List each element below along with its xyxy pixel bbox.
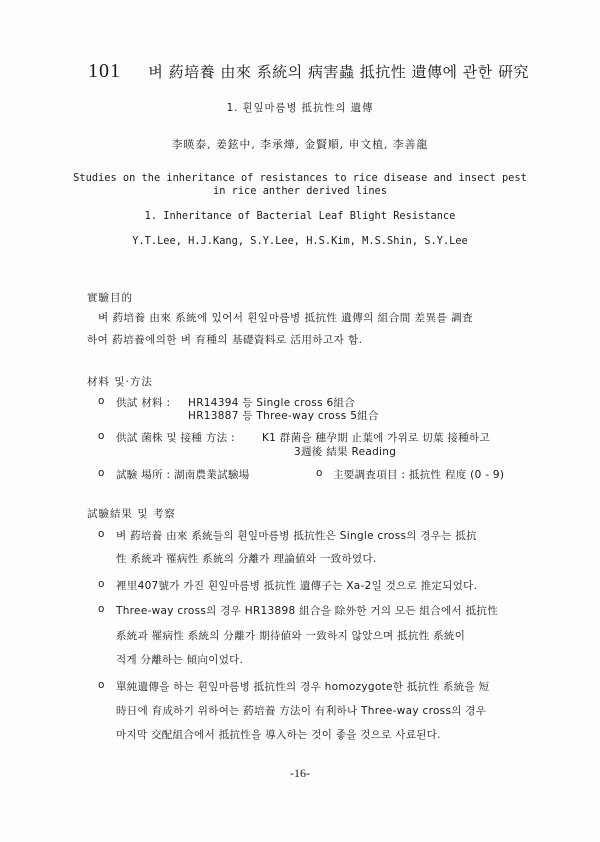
paper-title-line — [88, 60, 529, 83]
objective-heading: 實驗目的 — [87, 292, 133, 304]
paper-number: 101 — [88, 60, 121, 82]
bullet-marker: o — [98, 467, 105, 479]
bullet-marker: o — [98, 578, 105, 590]
materials-item2: HR13887 등 Three-way cross 5組合 — [188, 410, 379, 422]
materials-label: 供試 材料 : — [116, 397, 171, 409]
bullet-marker: o — [98, 679, 105, 691]
result3-line3: 적게 分離하는 傾向이었다. — [116, 654, 244, 666]
bullet-marker: o — [98, 395, 105, 407]
korean-authors: 李暎泰, 姜鉉中, 李承燁, 金賢順, 申文植, 李善龍 — [171, 138, 429, 151]
bullet-marker: o — [98, 528, 105, 540]
inoculation-line1: K1 群菌을 穗孕期 止葉에 가위로 切葉 接種하고 — [262, 432, 490, 444]
result4-line3: 마지막 交配組合에서 抵抗性을 導入하는 것이 좋을 것으로 사료된다. — [116, 729, 441, 741]
result1-line2: 性 系統과 罹病性 系統의 分離가 理論値와 一致하였다. — [116, 553, 377, 565]
korean-subtitle: 1. 흰잎마름병 抵抗性의 遺傳 — [226, 102, 374, 114]
inoculation-label: 供試 菌株 및 接種 方法 : — [116, 432, 235, 444]
objective-line2: 하여 葯培養에의한 벼 育種의 基礎資料로 活用하고자 함. — [87, 334, 363, 346]
result4-line1: 單純遺傳을 하는 흰잎마름병 抵抗性의 경우 homozygote한 抵抗性 系統을 短 — [116, 681, 490, 693]
objective-line1: 벼 葯培養 由來 系統에 있어서 흰잎마름병 抵抗性 遺傳의 組合間 差異를 調査 — [98, 312, 474, 324]
paper-title: 벼 葯培養 由來 系統의 病害蟲 抵抗性 遺傳에 관한 硏究 — [148, 63, 530, 81]
survey-items: 主要調査項目 : 抵抗性 程度 (0 - 9) — [333, 469, 505, 481]
inoculation-line2: 3週後 結果 Reading — [294, 446, 397, 458]
result3-line1: Three-way cross의 경우 HR13898 組合을 除外한 거의 모든 組合에서 抵抗性 — [116, 605, 499, 617]
result2-line1: 裡里407號가 가진 흰잎마름병 抵抗性 遺傳子는 Xa-2일 것으로 推定되었다. — [116, 580, 478, 592]
bullet-marker: o — [98, 603, 105, 615]
bullet-marker: o — [98, 430, 105, 442]
result1-line1: 벼 葯培養 由來 系統들의 흰잎마름병 抵抗性은 Single cross의 경우는 抵抗 — [116, 530, 477, 542]
test-place: 試驗 場所 : 湖南農業試驗場 — [116, 469, 250, 481]
results-heading: 試驗結果 및 考察 — [87, 508, 176, 520]
english-title-line1: Studies on the inheritance of resistances to rice disease and insect pest — [73, 172, 527, 184]
english-title-line2: in rice anther derived lines — [212, 185, 387, 197]
result3-line2: 系統과 罹病性 系統의 分離가 期待値와 一致하지 않았으며 抵抗性 系統이 — [116, 630, 466, 642]
bullet-marker: o — [316, 467, 323, 479]
materials-item1: HR14394 등 Single cross 6組合 — [188, 397, 356, 409]
result4-line2: 時日에 育成하기 위하여는 葯培養 方法이 有利하나 Three-way cross의 경우 — [116, 705, 487, 717]
methods-heading: 材料 및·方法 — [87, 376, 153, 388]
page-number: -16- — [290, 766, 310, 780]
english-subtitle: 1. Inheritance of Bacterial Leaf Blight Resistance — [144, 210, 456, 222]
english-authors: Y.T.Lee, H.J.Kang, S.Y.Lee, H.S.Kim, M.S.Shin, S.Y.Lee — [132, 235, 468, 247]
